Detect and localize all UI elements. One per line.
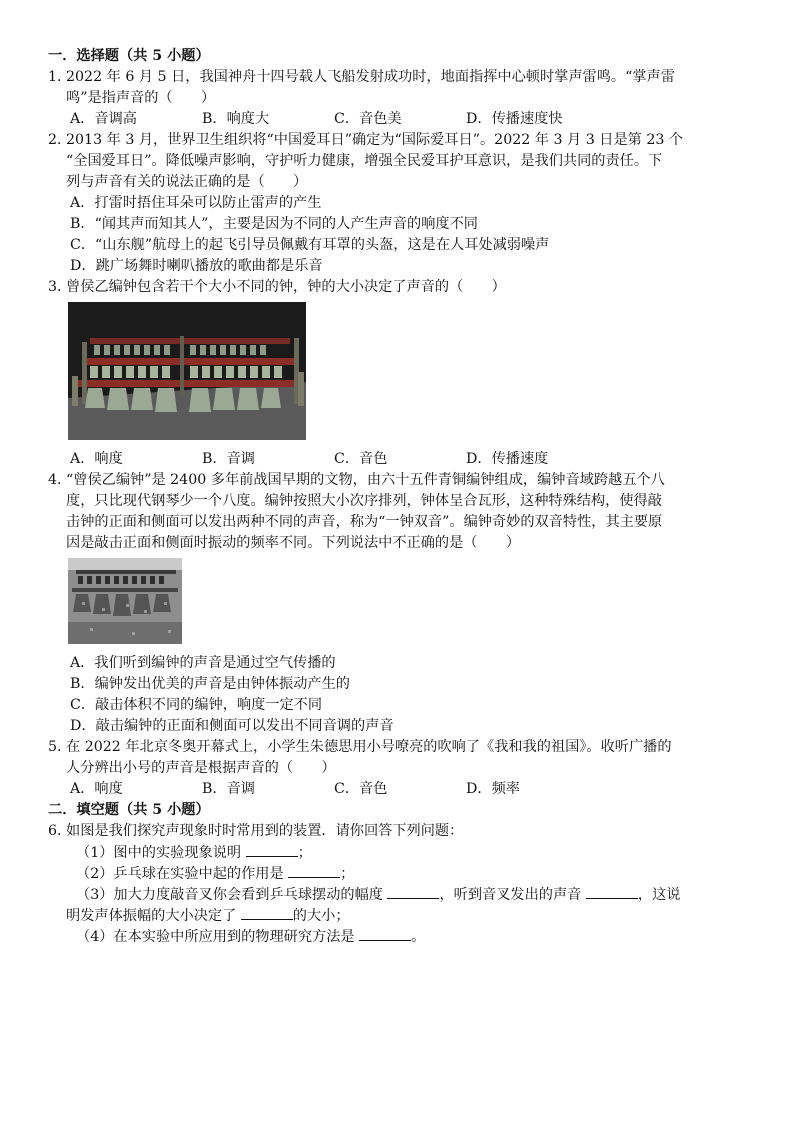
question-6 <box>48 821 748 947</box>
answer-blank[interactable] <box>387 884 439 899</box>
question-2 <box>48 130 748 277</box>
question-text: 2022 年 6 月 5 日，我国神舟十四号载人飞船发射成功时，地面指挥中心顿时掌声雷鸣。“掌声雷 <box>66 69 675 85</box>
option-b[interactable]: B．音调 <box>202 781 255 797</box>
bianzhong-grainy-photo <box>68 558 748 651</box>
sub-question-3 <box>66 884 748 905</box>
sub-question-text: ； <box>297 845 312 861</box>
question-text: 列与声音有关的说法正确的是（ ） <box>66 174 308 190</box>
section-title-fill: 二．填空题（共 5 小题） <box>48 802 210 818</box>
bronze-bells-image <box>68 302 306 440</box>
question-5 <box>48 737 748 800</box>
question-text: 如图是我们探究声现象时时常用到的装置．请你回答下列问题： <box>66 823 464 839</box>
sub-question-3-cont <box>66 905 748 926</box>
options-row <box>66 779 748 800</box>
sub-question-text: ； <box>340 866 355 882</box>
question-number: 6． <box>48 823 72 839</box>
sub-question-text: （4）在本实验中所应用到的物理研究方法是 <box>76 929 360 945</box>
option-b[interactable]: B．响度大 <box>202 111 270 127</box>
question-text: 度，只比现代钢琴少一个八度。编钟按照大小次序排列，钟体呈合瓦形，这种特殊结构，使得敲 <box>66 493 662 509</box>
options-row <box>66 449 748 470</box>
option-d[interactable]: D．频率 <box>466 781 520 797</box>
option-c[interactable]: C．敲击体积不同的编钟，响度一定不同 <box>70 697 323 713</box>
question-text: 人分辨出小号的声音是根据声音的（ ） <box>66 760 336 776</box>
question-1 <box>48 67 748 130</box>
question-3 <box>48 277 748 470</box>
sub-question-text: ，听到音叉发出的声音 <box>439 887 586 903</box>
question-text: 因是敲击正面和侧面时振动的频率不同。下列说法中不正确的是（ ） <box>66 535 521 551</box>
option-a[interactable]: A．响度 <box>70 781 123 797</box>
option-d[interactable]: D．传播速度 <box>466 451 549 467</box>
sub-question-text: 的大小； <box>292 908 350 924</box>
option-a[interactable]: A．音调高 <box>70 111 137 127</box>
sub-question-1 <box>66 842 748 863</box>
sub-question-text: 明发声体振幅的大小决定了 <box>66 908 241 924</box>
question-text: 曾侯乙编钟包含若干个大小不同的钟，钟的大小决定了声音的（ ） <box>66 279 506 295</box>
exam-page <box>48 46 748 947</box>
option-d[interactable]: D．敲击编钟的正面和侧面可以发出不同音调的声音 <box>70 718 394 734</box>
option-d[interactable]: D．跳广场舞时喇叭播放的歌曲都是乐音 <box>70 258 323 274</box>
option-a[interactable]: A．我们听到编钟的声音是通过空气传播的 <box>70 655 336 671</box>
answer-blank[interactable] <box>359 926 411 941</box>
options-row <box>66 109 748 130</box>
question-number: 2． <box>48 132 72 148</box>
question-text: 击钟的正面和侧面可以发出两种不同的声音，称为“一钟双音”。编钟奇妙的双音特性，其主要原 <box>66 514 663 530</box>
bronze-bells-image-bw <box>68 558 182 644</box>
answer-blank[interactable] <box>241 905 293 920</box>
sub-question-text: 。 <box>411 929 426 945</box>
sub-question-2 <box>66 863 748 884</box>
bianzhong-photo <box>68 302 748 447</box>
question-text: 2013 年 3 月，世界卫生组织将“中国爱耳日”确定为“国际爱耳日”。2022 年 3 月 3 日是第 23 个 <box>66 132 684 148</box>
question-number: 3． <box>48 279 72 295</box>
question-text: “全国爱耳日”。降低噪声影响，守护听力健康，增强全民爱耳护耳意识，是我们共同的责任。下 <box>66 153 663 169</box>
answer-blank[interactable] <box>586 884 638 899</box>
option-b[interactable]: B．音调 <box>202 451 255 467</box>
option-d[interactable]: D．传播速度快 <box>466 111 563 127</box>
option-c[interactable]: C．音色 <box>334 451 388 467</box>
option-a[interactable]: A．响度 <box>70 451 123 467</box>
option-c[interactable]: C．音色美 <box>334 111 402 127</box>
option-b[interactable]: B．编钟发出优美的声音是由钟体振动产生的 <box>70 676 350 692</box>
option-c[interactable]: C．音色 <box>334 781 388 797</box>
sub-question-text: ，这说 <box>637 887 681 903</box>
sub-question-text: （3）加大力度敲音叉你会看到乒乓球摆动的幅度 <box>76 887 388 903</box>
question-text: 鸣”是指声音的（ ） <box>66 90 216 106</box>
option-c[interactable]: C．“山东舰”航母上的起飞引导员佩戴有耳罩的头盔，这是在人耳处减弱噪声 <box>70 237 550 253</box>
section-title-choice: 一．选择题（共 5 小题） <box>48 48 210 64</box>
sub-question-text: （2）乒乓球在实验中起的作用是 <box>76 866 289 882</box>
sub-question-text: （1）图中的实验现象说明 <box>76 845 246 861</box>
option-a[interactable]: A．打雷时捂住耳朵可以防止雷声的产生 <box>70 195 322 211</box>
question-4 <box>48 470 748 737</box>
question-text: 在 2022 年北京冬奥开幕式上，小学生朱德思用小号嘹亮的吹响了《我和我的祖国》。收听广播的 <box>66 739 672 755</box>
question-number: 4． <box>48 472 72 488</box>
question-number: 1． <box>48 69 72 85</box>
question-text: “曾侯乙编钟”是 2400 多年前战国早期的文物，由六十五件青铜编钟组成，编钟音域跨越五个八 <box>66 472 665 488</box>
option-b[interactable]: B．“闻其声而知其人”，主要是因为不同的人产生声音的响度不同 <box>70 216 478 232</box>
answer-blank[interactable] <box>288 863 340 878</box>
question-number: 5． <box>48 739 72 755</box>
sub-question-4 <box>66 926 748 947</box>
answer-blank[interactable] <box>246 842 298 857</box>
